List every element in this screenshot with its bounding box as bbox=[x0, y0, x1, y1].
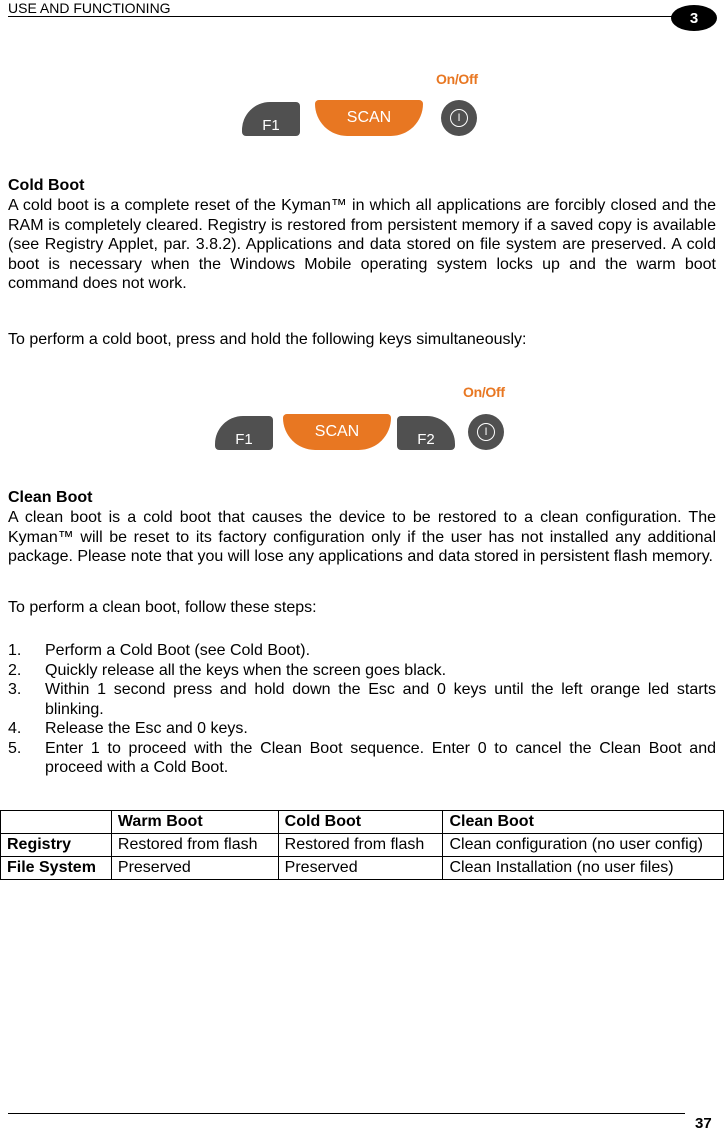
cold-boot-instruction: To perform a cold boot, press and hold the following keys simultaneously: bbox=[8, 331, 527, 348]
clean-boot-steps bbox=[8, 641, 716, 778]
header-divider bbox=[8, 16, 672, 17]
row-label: File System bbox=[1, 857, 112, 880]
f1-key: F1 bbox=[242, 102, 300, 136]
table-cell: Preserved bbox=[278, 857, 443, 880]
step-text: Quickly release all the keys when the screen goes black. bbox=[45, 661, 447, 679]
onoff-label: On/Off bbox=[436, 71, 478, 87]
step-number: 5. bbox=[8, 739, 22, 757]
step-number: 4. bbox=[8, 720, 22, 737]
f1-key: F1 bbox=[215, 416, 273, 450]
table-header-row bbox=[1, 811, 724, 834]
power-key bbox=[468, 414, 504, 450]
chapter-badge: 3 bbox=[671, 5, 717, 31]
table-cell: Preserved bbox=[111, 857, 278, 880]
boot-comparison-table bbox=[0, 810, 724, 880]
table-header-cell: Clean Boot bbox=[443, 811, 724, 834]
table-cell: Restored from flash bbox=[111, 834, 278, 857]
page-number: 37 bbox=[695, 1115, 712, 1132]
list-item bbox=[8, 739, 716, 778]
table-row bbox=[1, 834, 724, 857]
power-icon: I bbox=[477, 423, 495, 441]
table-cell: Restored from flash bbox=[278, 834, 443, 857]
scan-key: SCAN bbox=[283, 414, 391, 450]
clean-boot-description: A clean boot is a cold boot that causes the device to be restored to a clean configuration. The Kyman™ will be reset to its factory configuration only if the user has not installed any additional package. Please note that you will lose any applications and data stored in persistent flash memory. bbox=[8, 509, 716, 565]
step-text: Release the Esc and 0 keys. bbox=[45, 720, 248, 737]
row-label: Registry bbox=[1, 834, 112, 857]
clean-boot-heading: Clean Boot bbox=[8, 489, 93, 506]
cold-boot-heading: Cold Boot bbox=[8, 177, 85, 194]
cold-boot-description: A cold boot is a complete reset of the Kyman™ in which all applications are forcibly closed and the RAM is completely cleared. Registry is restored from persistent memory if a saved copy is available (see Registry Applet, par. 3.8.2). Applications and data stored on file system are preserved. A cold boot is necessary when the Windows Mobile operating system locks up and the warm boot command does not work. bbox=[8, 197, 716, 292]
table-header-cell bbox=[1, 811, 112, 834]
power-key bbox=[441, 100, 477, 136]
scan-key: SCAN bbox=[315, 100, 423, 136]
f2-key: F2 bbox=[397, 416, 455, 450]
list-item bbox=[8, 641, 716, 661]
list-item bbox=[8, 719, 716, 739]
step-text: Perform a Cold Boot (see Cold Boot). bbox=[45, 642, 311, 659]
table-header-cell: Cold Boot bbox=[278, 811, 443, 834]
list-item bbox=[8, 680, 716, 719]
step-number: 2. bbox=[8, 661, 22, 679]
clean-boot-instruction: To perform a clean boot, follow these steps: bbox=[8, 599, 317, 616]
step-number: 1. bbox=[8, 642, 22, 659]
table-cell: Clean configuration (no user config) bbox=[443, 834, 724, 857]
footer-divider bbox=[8, 1113, 685, 1114]
step-number: 3. bbox=[8, 681, 22, 698]
table-cell: Clean Installation (no user files) bbox=[443, 857, 724, 880]
onoff-label: On/Off bbox=[463, 384, 505, 400]
section-title: USE AND FUNCTIONING bbox=[8, 0, 171, 16]
list-item bbox=[8, 661, 716, 681]
table-row bbox=[1, 857, 724, 880]
step-text: Within 1 second press and hold down the Esc and 0 keys until the left orange led starts blinking. bbox=[45, 681, 716, 718]
power-icon: I bbox=[450, 109, 468, 127]
step-text: Enter 1 to proceed with the Clean Boot sequence. Enter 0 to cancel the Clean Boot and proceed with a Cold Boot. bbox=[45, 739, 716, 776]
table-header-cell: Warm Boot bbox=[111, 811, 278, 834]
